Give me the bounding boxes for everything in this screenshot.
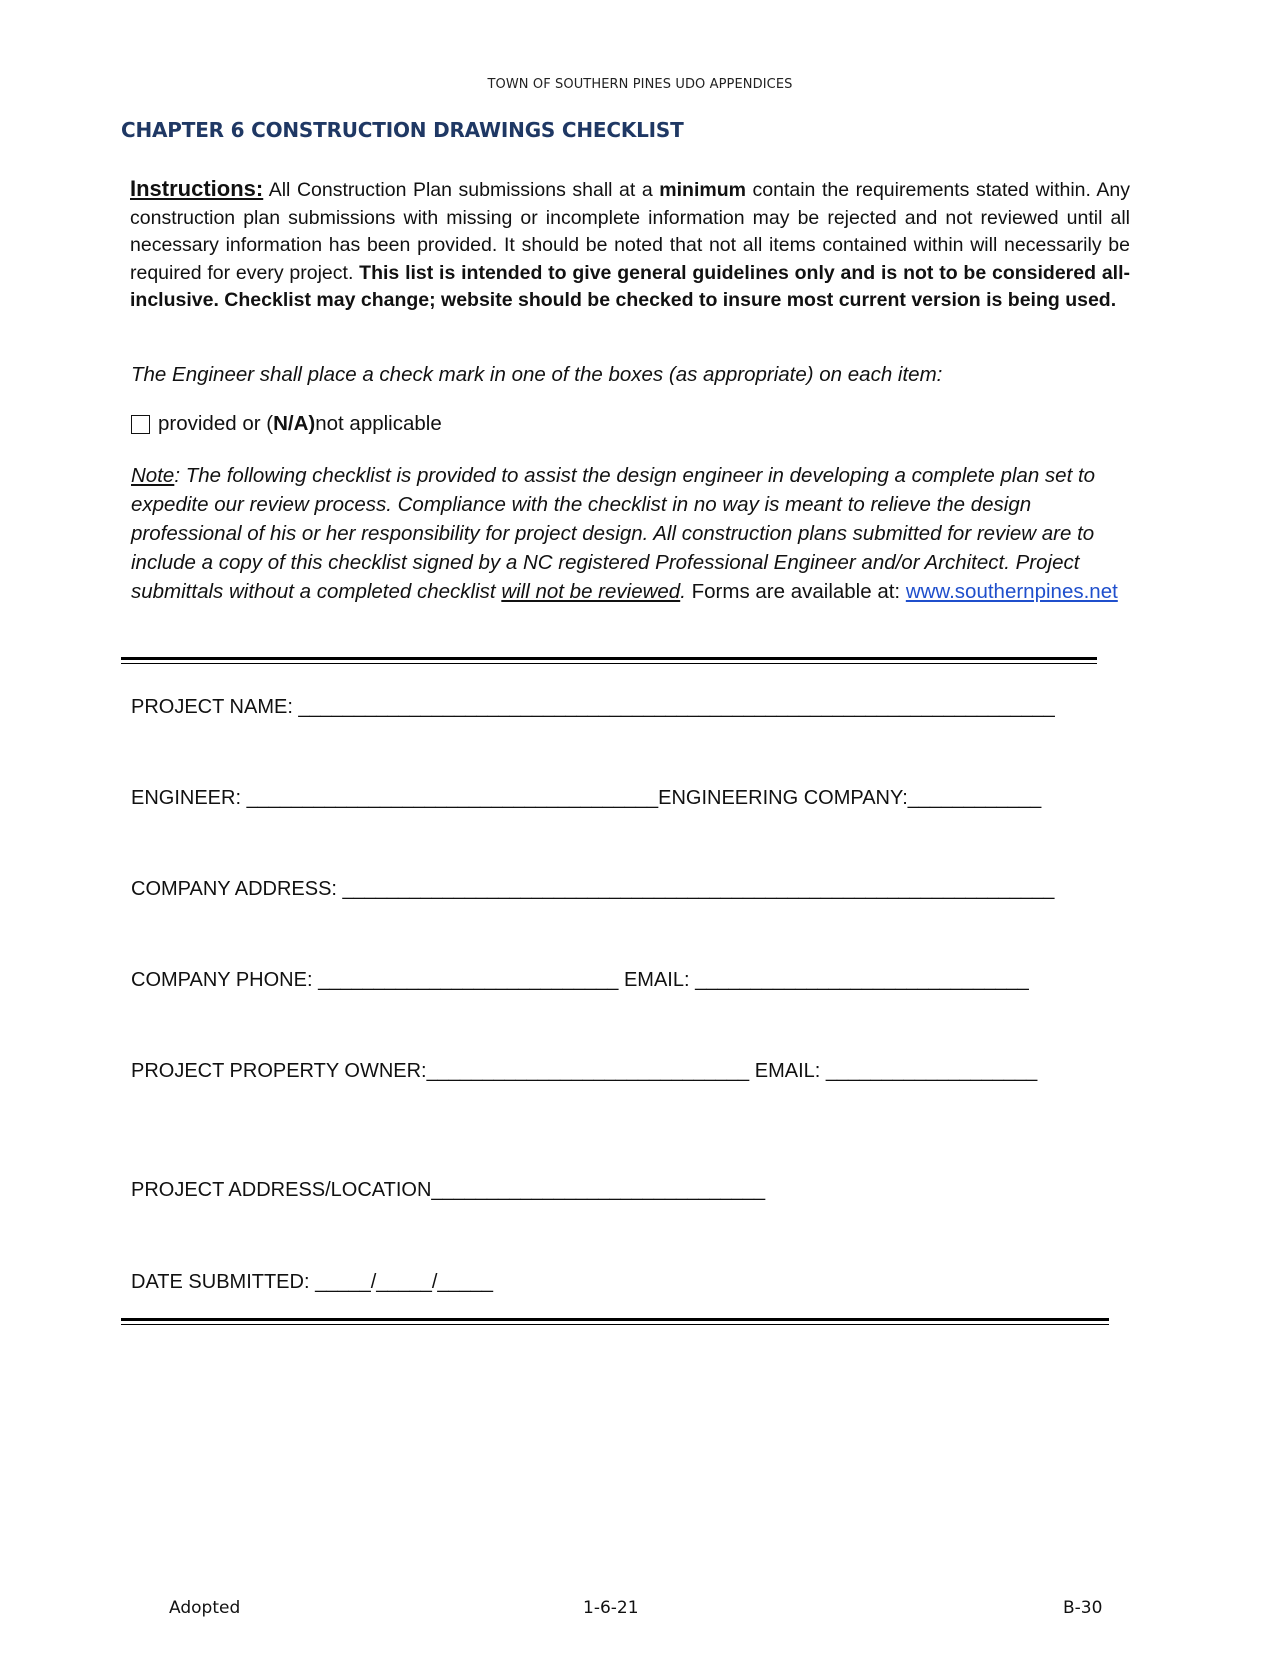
footer-date: 1-6-21 — [583, 1598, 639, 1618]
note-underlined: will not be reviewed — [501, 580, 681, 603]
instructions-text-1: All Construction Plan submissions shall at a — [263, 179, 660, 201]
instructions-label: Instructions: — [130, 176, 264, 201]
legend-na: N/A) — [273, 412, 316, 435]
note-paragraph — [131, 461, 1131, 606]
note-label: Note — [131, 464, 175, 487]
legend-text-1: provided or ( — [158, 412, 274, 435]
bottom-divider — [121, 1318, 1109, 1325]
checkbox-icon — [131, 415, 150, 434]
footer-page-number: B-30 — [1063, 1598, 1103, 1618]
date-submitted-field[interactable]: DATE SUBMITTED: _____/_____/_____ — [131, 1271, 494, 1293]
company-address-field[interactable]: COMPANY ADDRESS: ________________________________________________________________ — [131, 878, 1055, 900]
instructions-emphasis: minimum — [659, 179, 746, 201]
checkbox-legend — [131, 412, 442, 436]
legend-text-2: not applicable — [315, 412, 442, 435]
instructions-text-2: contain the requirements stated within. Any construction plan submissions with missing or incomplete information may be rejected and not reviewed until all necessary information has been provided. It should be noted that not all items contained within will necessarily be required for every project. — [130, 179, 1131, 284]
engineer-instruction: The Engineer shall place a check mark in one of the boxes (as appropriate) on each item: — [131, 363, 943, 386]
running-header: TOWN OF SOUTHERN PINES UDO APPENDICES — [487, 77, 793, 92]
chapter-title: CHAPTER 6 CONSTRUCTION DRAWINGS CHECKLIST — [121, 118, 684, 142]
project-name-field[interactable]: PROJECT NAME: ____________________________________________________________________ — [131, 696, 1055, 718]
note-text-2: . — [680, 580, 686, 603]
instructions-paragraph — [130, 175, 1130, 315]
instructions-bold-tail: This list is intended to give general guidelines only and is not to be considered all-inclusive. Checklist may change; website should be checked to insure most current version is being used. — [130, 261, 1130, 311]
top-divider — [121, 657, 1097, 664]
website-link[interactable]: www.southernpines.net — [905, 580, 1118, 603]
footer-adopted: Adopted — [169, 1598, 241, 1618]
project-address-field[interactable]: PROJECT ADDRESS/LOCATION______________________________ — [131, 1179, 766, 1201]
note-text-1: : The following checklist is provided to assist the design engineer in developing a complete plan set to expedite our review process. Compliance with the checklist in no way is meant to relieve the design professional of his or her responsibility for project design. All construction plans submitted for review are to include a copy of this checklist signed by a NC registered Professional Engineer and/or Architect. Project submittals without a completed checklist — [131, 464, 1096, 603]
company-phone-field[interactable]: COMPANY PHONE: ___________________________ EMAIL: ______________________________ — [131, 969, 1029, 991]
engineer-field[interactable]: ENGINEER: _____________________________________ENGINEERING COMPANY:____________ — [131, 787, 1042, 809]
property-owner-field[interactable]: PROJECT PROPERTY OWNER:_____________________________ EMAIL: ___________________ — [131, 1060, 1038, 1082]
note-text-3: Forms are available at: — [685, 580, 906, 603]
